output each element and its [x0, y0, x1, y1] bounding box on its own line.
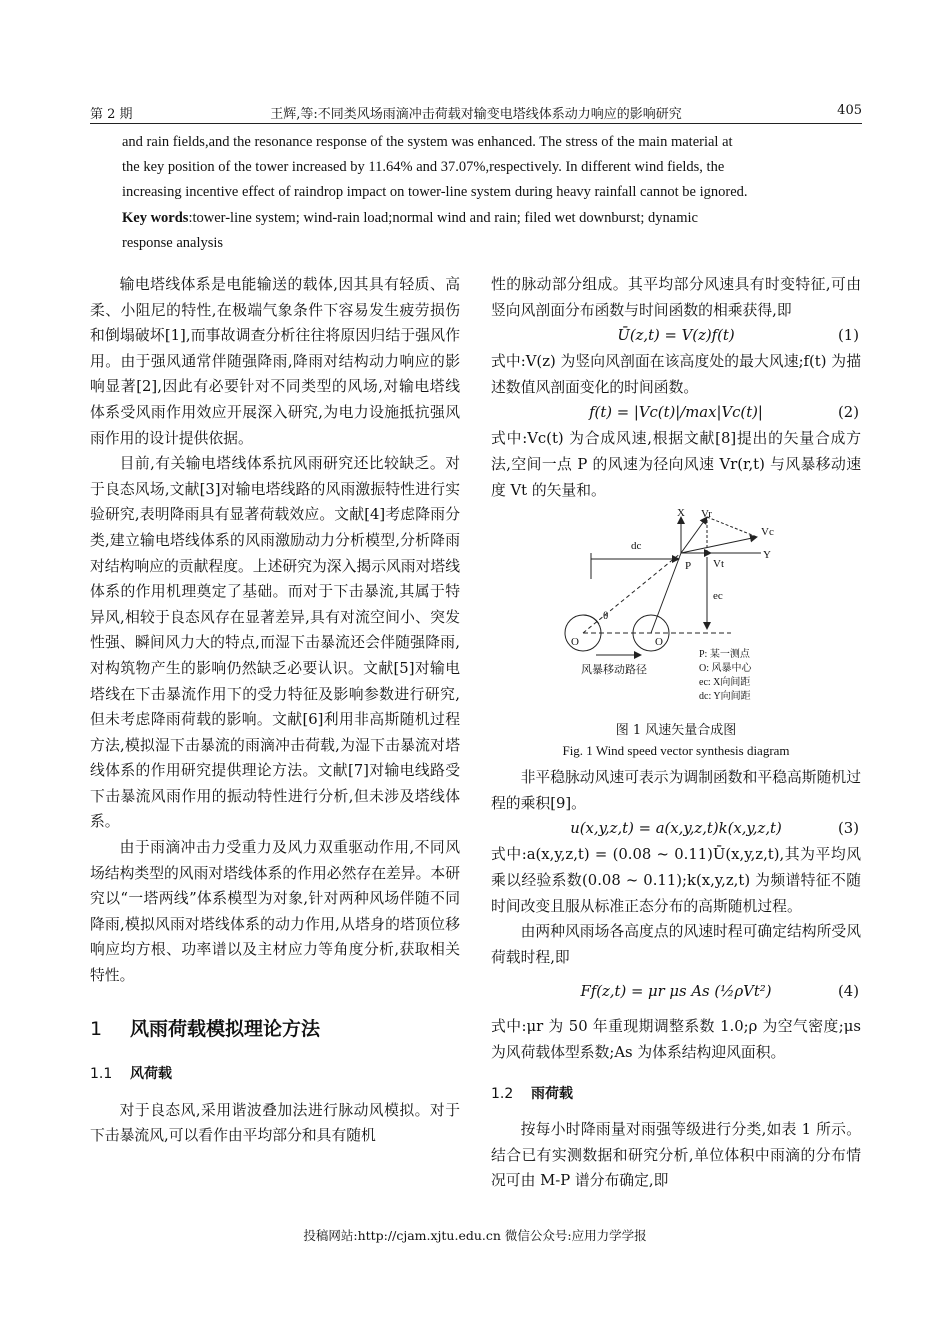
running-title: 王辉,等:不同类风场雨滴冲击荷载对输变电塔线体系动力响应的影响研究: [270, 107, 682, 122]
section-number: 1: [90, 1017, 103, 1040]
fig-label: O: [655, 636, 663, 649]
paragraph: 式中:a(x,y,z,t) = (0.08 ~ 0.11)Ū(x,y,z,t),其为平均风乘以经验系数(0.08 ~ 0.11);k(x,y,z,t) 为频谱特征不随时间改变且服从标准正态分布的高斯随机过程。: [491, 846, 861, 915]
abstract-line: increasing incentive effect of raindrop impact on tower-line system during heavy rainfall cannot be ignored.: [122, 184, 748, 201]
equation-number: (4): [838, 983, 859, 1001]
equation-number: (2): [838, 404, 859, 422]
figure-1: [491, 509, 861, 719]
subsection-number: 1.2: [491, 1085, 514, 1102]
paragraph: 性的脉动部分组成。其平均部分风速具有时变特征,可由竖向风剖面分布函数与时间函数的相乘获得,即: [491, 276, 861, 319]
abstract-line: the key position of the tower increased by 11.64% and 37.07%,respectively. In different wind fields, the: [122, 159, 725, 176]
equation-body: f(t) = |Vc(t)|/max|Vc(t)|: [589, 404, 763, 422]
fig-label: Vr: [701, 509, 712, 521]
right-column: [491, 272, 861, 1194]
paragraph: 式中:V(z) 为竖向风剖面在该高度处的最大风速;f(t) 为描述数值风剖面变化的时间函数。: [491, 353, 861, 396]
keywords-text: :tower-line system; wind-rain load;normal wind and rain; filed wet downburst; dynamic: [188, 209, 698, 226]
fig-label: Vt: [713, 558, 724, 571]
equation-body: Ff(z,t) = μr μs As (½ρVt²): [580, 983, 772, 1001]
fig-legend: dc: Y向间距: [699, 691, 751, 703]
paragraph: 由两种风雨场各高度点的风速时程可确定结构所受风荷载时程,即: [491, 923, 861, 966]
paragraph: 输电塔线体系是电能输送的载体,因其具有轻质、高柔、小阻尼的特性,在极端气象条件下容易发生疲劳损伤和倒塌破坏[1],而事故调查分析往往将原因归结于强风作用。由于强风通常伴随强降雨,降雨对结构动力响应的影响显著[2],因此有必要针对不同类型的风场,对输电塔线体系受风雨作用效应开展深入研究,为电力设施抵抗强风雨作用的设计提供依据。: [90, 276, 460, 447]
fig-label: ec: [713, 590, 723, 603]
equation-2: [491, 400, 861, 426]
fig-label: O: [571, 636, 579, 649]
vector-closure: [707, 517, 757, 537]
fig-label: θ: [603, 610, 609, 623]
vr-vector: [681, 537, 757, 553]
keywords-label: Key words: [122, 209, 189, 226]
figure-caption-en: Fig. 1 Wind speed vector synthesis diagram: [562, 743, 790, 759]
paragraph: 式中:Vc(t) 为合成风速,根据文献[8]提出的矢量合成方法,空间一点 P 的风速为径向风速 Vr(r,t) 与风暴移动速度 Vt 的矢量和。: [491, 430, 861, 499]
equation-body: Ū(z,t) = V(z)f(t): [617, 327, 735, 345]
equation-number: (3): [838, 820, 859, 838]
equation-3: [491, 816, 861, 842]
paragraph: 目前,有关输电塔线体系抗风雨研究还比较缺乏。对于良态风场,文献[3]对输电塔线路的风雨激振特性进行实验研究,表明降雨具有显著荷载效应。文献[4]考虑降雨分类,建立输电塔线体系的风雨激励动力分析模型,分析降雨对结构响应的贡献程度。上述研究为深入揭示风雨对塔线体系的作用机理奠定了基础。而对于下击暴流,其属于特异风,相较于良态风存在显著差异,具有对流空间小、突发性强、瞬间风力大的特点,而湿下击暴流还会伴随强降雨,对构筑物产生的影响仍然缺乏必要认识。文献[5]对输电塔线在下击暴流作用下的受力特征及影响参数进行研究,但未考虑降雨荷载的影响。文献[6]利用非高斯随机过程方法,模拟湿下击暴流的雨滴冲击荷载,为湿下击暴流对塔线体系的作用研究提供理论方法。文献[7]对输电线路受下击暴流风雨作用的振动特性进行分析,但未涉及塔线体系。: [90, 455, 460, 831]
abstract-line: and rain fields,and the resonance response of the system was enhanced. The stress of the main material at: [122, 134, 733, 150]
fig-label: 风暴移动路径: [581, 664, 647, 677]
fig-legend: ec: X向间距: [699, 677, 751, 689]
subsection-heading: [90, 1062, 460, 1088]
fig-legend: O: 风暴中心: [699, 663, 752, 675]
issue-number: 第 2 期: [90, 107, 133, 122]
subsection-title: 风荷载: [130, 1066, 172, 1083]
equation-4: [491, 970, 861, 1014]
paragraph: 式中:μr 为 50 年重现期调整系数 1.0;ρ 为空气密度;μs 为风荷载体型系数;As 为体系结构迎风面积。: [491, 1018, 861, 1061]
left-column: [90, 272, 460, 1149]
abstract-block: [122, 130, 830, 256]
paragraph: 对于良态风,采用谐波叠加法进行脉动风模拟。对于下击暴流风,可以看作由平均部分和具有随机: [90, 1101, 460, 1145]
theta-arc: [583, 615, 599, 624]
figure-caption: 图 1 风速矢量合成图: [615, 723, 737, 739]
wind-vector-diagram: [491, 509, 861, 719]
fig-legend: P: 某一测点: [699, 649, 750, 661]
paragraph: 按每小时降雨量对雨强等级进行分类,如表 1 所示。结合已有实测数据和研究分析,单位体积中雨滴的分布情况可由 M-P 谱分布确定,即: [491, 1121, 861, 1190]
fig-label: X: [677, 509, 685, 520]
subsection-number: 1.1: [90, 1066, 113, 1083]
paragraph: 非平稳脉动风速可表示为调制函数和平稳高斯随机过程的乘积[9]。: [491, 769, 861, 812]
fig-label: P: [685, 560, 692, 573]
page-number: 405: [837, 103, 862, 118]
subsection-title: 雨荷载: [531, 1085, 573, 1102]
subsection-heading: [491, 1082, 861, 1108]
equation-number: (1): [838, 327, 859, 345]
fig-label: Y: [763, 549, 771, 562]
section-title: 风雨荷载模拟理论方法: [130, 1017, 321, 1040]
equation-1: [491, 323, 861, 349]
paragraph: 由于雨滴冲击力受重力及风力双重驱动作用,不同风场结构类型的风雨对塔线体系的作用必然存在差异。本研究以“一塔两线”体系模型为对象,针对两种风场伴随不同降雨,模拟风雨对塔线体系的动力作用,从塔身的塔顶位移响应均方根、功率谱以及主材应力等角度分析,获取相关特性。: [90, 839, 460, 985]
page-footer: 投稿网站:http://cjam.xjtu.edu.cn 微信公众号:应用力学学报: [303, 1228, 647, 1243]
keywords-line: response analysis: [122, 234, 224, 251]
fig-label: dc: [631, 540, 642, 553]
vc-vector: [681, 517, 707, 553]
equation-body: u(x,y,z,t) = a(x,y,z,t)k(x,y,z,t): [570, 820, 782, 838]
fig-label: Vc: [761, 526, 774, 539]
keywords-line: [122, 206, 830, 231]
running-header: [90, 103, 862, 124]
section-heading: [90, 1017, 460, 1043]
